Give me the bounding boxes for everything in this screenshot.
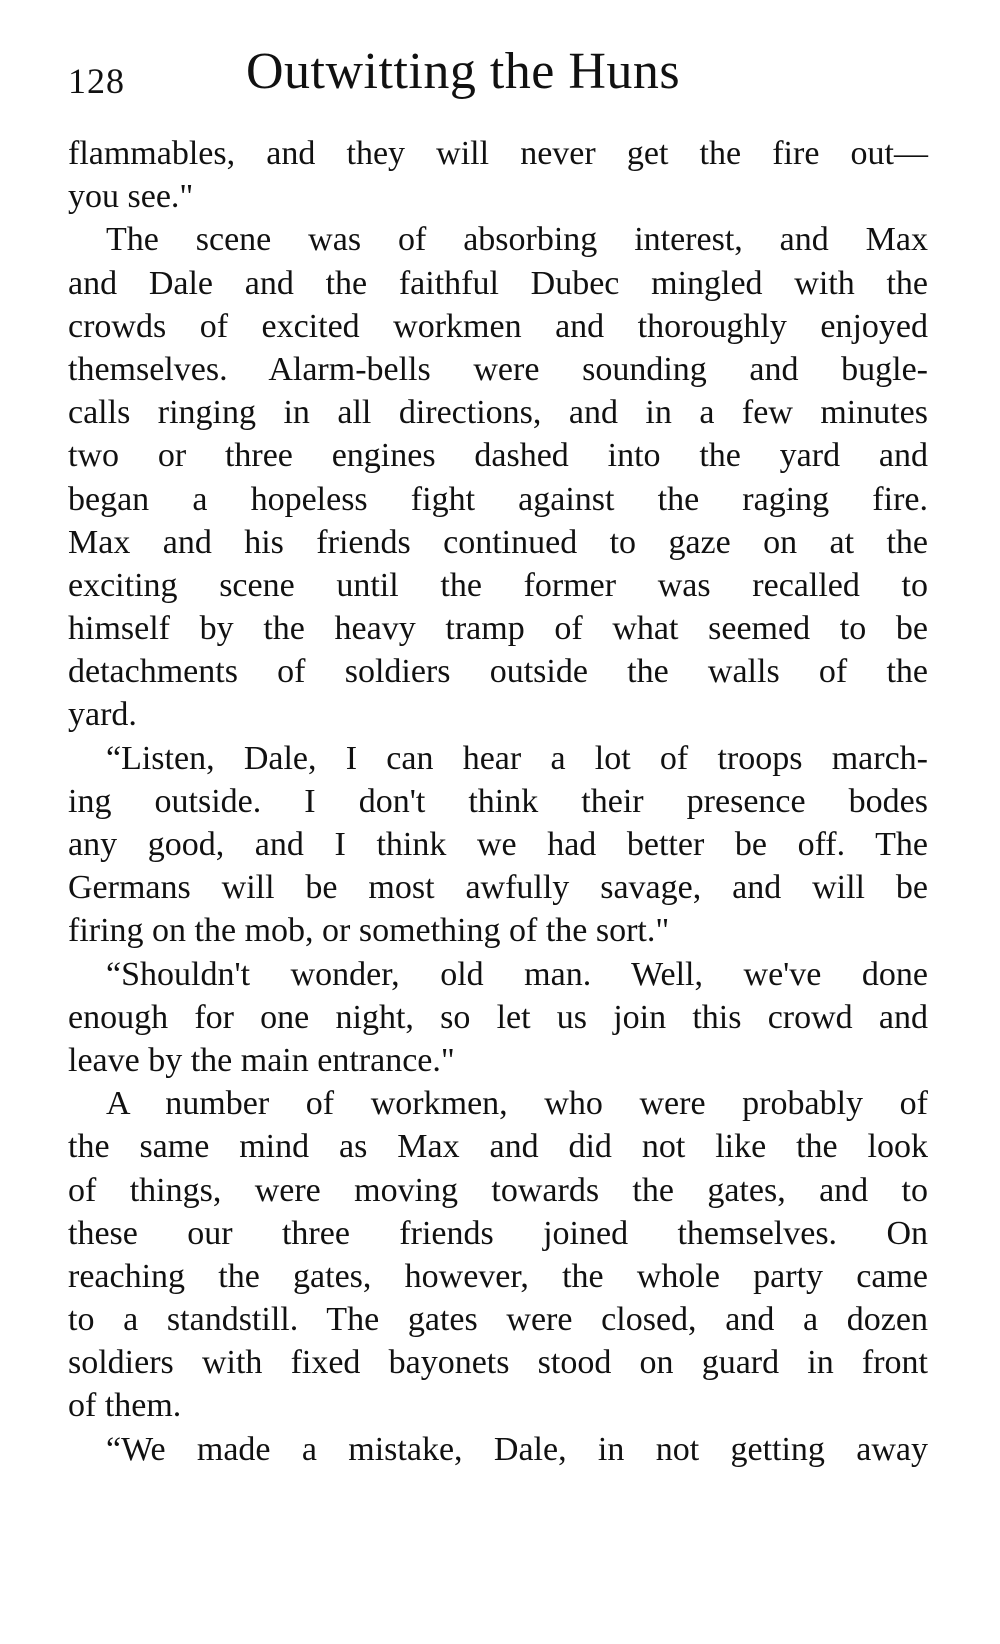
text-line: two or three engines dashed into the yard and xyxy=(68,437,928,475)
text-line: “Shouldn't wonder, old man. Well, we've done xyxy=(106,955,928,993)
text-line: any good, and I think we had better be off. The xyxy=(68,826,928,863)
text-line: yard. xyxy=(68,696,137,734)
text-line: himself by the heavy tramp of what seemed to be xyxy=(68,610,928,648)
body-text xyxy=(68,132,928,1471)
running-title: Outwitting the Huns xyxy=(246,43,681,100)
text-line: these our three friends joined themselves. On xyxy=(68,1214,928,1252)
text-line: themselves. Alarm-bells were sounding and bugle- xyxy=(68,350,928,388)
text-line: soldiers with fixed bayonets stood on guard in front xyxy=(68,1344,928,1382)
text-line: reaching the gates, however, the whole party came xyxy=(68,1257,928,1295)
text-line: firing on the mob, or something of the sort." xyxy=(68,912,670,950)
text-line: A number of workmen, who were probably of xyxy=(106,1085,928,1123)
text-line: began a hopeless fight against the raging fire. xyxy=(68,480,928,518)
text-line: exciting scene until the former was recalled to xyxy=(68,566,928,604)
text-line: leave by the main entrance." xyxy=(68,1041,455,1079)
text-line: and Dale and the faithful Dubec mingled with the xyxy=(68,264,928,302)
text-line: of things, were moving towards the gates, and to xyxy=(68,1171,928,1209)
text-line: “We made a mistake, Dale, in not getting away xyxy=(106,1430,928,1468)
text-line: you see." xyxy=(68,178,194,216)
text-line: enough for one night, so let us join this crowd and xyxy=(68,998,928,1036)
text-line: “Listen, Dale, I can hear a lot of troops march- xyxy=(106,739,928,777)
text-line: the same mind as Max and did not like the look xyxy=(68,1128,928,1166)
page-number: 128 xyxy=(68,61,125,101)
text-line: of them. xyxy=(68,1387,182,1425)
text-line: flammables, and they will never get the fire out— xyxy=(68,135,928,172)
text-line: calls ringing in all directions, and in a few minutes xyxy=(68,394,928,432)
text-line: crowds of excited workmen and thoroughly enjoyed xyxy=(68,307,928,345)
text-line: detachments of soldiers outside the walls of the xyxy=(68,653,928,691)
text-line: to a standstill. The gates were closed, and a dozen xyxy=(68,1301,928,1339)
text-line: The scene was of absorbing interest, and Max xyxy=(106,221,928,259)
page-header xyxy=(68,42,928,112)
text-line: Germans will be most awfully savage, and will be xyxy=(68,869,928,907)
text-line: ing outside. I don't think their presence bodes xyxy=(68,782,928,820)
text-line: Max and his friends continued to gaze on at the xyxy=(68,523,928,561)
